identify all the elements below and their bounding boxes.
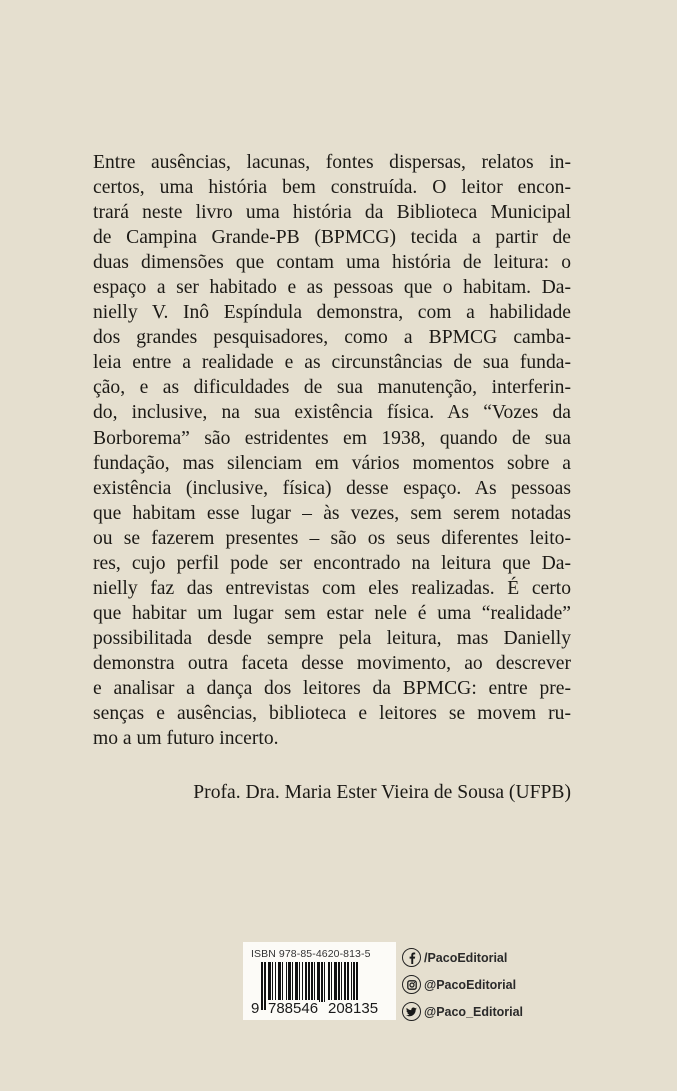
blurb-line: espaço a ser habitado e as pessoas que o habitam. Da- — [93, 277, 571, 299]
instagram-handle: @PacoEditorial — [424, 977, 517, 992]
social-facebook[interactable] — [402, 944, 523, 971]
blurb-line: duas dimensões que contam uma história de leitura: o — [93, 252, 571, 274]
blurb-line: res, cujo perfil pode ser encontrado na leitura que Da- — [93, 552, 571, 574]
blurb-line: dos grandes pesquisadores, como a BPMCG camba- — [93, 327, 571, 349]
blurb-line: ou se fazerem presentes – são os seus diferentes leito- — [93, 527, 571, 549]
isbn-label: ISBN 978-85-4620-813-5 — [251, 948, 371, 960]
barcode-group-1: 788546 — [268, 1000, 319, 1017]
blurb-line: que habitam esse lugar – às vezes, sem serem notadas — [93, 502, 571, 524]
blurb-line: certos, uma história bem construída. O leitor encon- — [93, 177, 571, 199]
blurb-line: fundação, mas silenciam em vários momentos sobre a — [93, 452, 571, 474]
blurb-line: do, inclusive, na sua existência física. As “Vozes da — [93, 402, 571, 424]
social-links — [402, 944, 523, 1025]
blurb-line: leia entre a realidade e as circunstâncias de sua funda- — [93, 352, 571, 374]
blurb-line: nielly V. Inô Espíndula demonstra, com a habilidade — [93, 302, 571, 324]
blurb-line: e analisar a dança dos leitores da BPMCG: entre pre- — [93, 677, 571, 699]
blurb-line: Borborema” são estridentes em 1938, quando de sua — [93, 427, 571, 449]
social-twitter[interactable] — [402, 998, 523, 1025]
barcode-lead-digit: 9 — [251, 1000, 260, 1017]
blurb-line: nielly faz das entrevistas com eles realizadas. É certo — [93, 577, 571, 599]
blurb-line: ção, e as dificuldades de sua manutenção, interferin- — [93, 377, 571, 399]
barcode-group-2: 208135 — [328, 1000, 379, 1017]
blurb-line: possibilitada desde sempre pela leitura, mas Danielly — [93, 627, 571, 649]
blurb-line: existência (inclusive, física) desse espaço. As pessoas — [93, 477, 571, 499]
blurb-line: que habitar um lugar sem estar nele é uma “realidade” — [93, 602, 571, 624]
blurb-line: senças e ausências, biblioteca e leitores se movem ru- — [93, 703, 571, 725]
instagram-icon — [402, 975, 421, 994]
back-cover-blurb — [93, 150, 571, 751]
facebook-icon — [402, 948, 421, 967]
twitter-handle: @Paco_Editorial — [424, 1004, 524, 1019]
blurb-line: mo a um futuro incerto. — [93, 728, 279, 750]
barcode-bars — [261, 962, 383, 1004]
isbn-barcode — [243, 942, 396, 1020]
blurb-line: demonstra outra faceta desse movimento, ao descrever — [93, 652, 571, 674]
twitter-icon — [402, 1002, 421, 1021]
facebook-handle: /PacoEditorial — [424, 950, 508, 965]
blurb-line: trará neste livro uma história da Biblioteca Municipal — [93, 202, 571, 224]
blurb-line: de Campina Grande-PB (BPMCG) tecida a partir de — [93, 227, 571, 249]
social-instagram[interactable] — [402, 971, 523, 998]
blurb-line: Entre ausências, lacunas, fontes dispersas, relatos in- — [93, 152, 571, 173]
blurb-signature: Profa. Dra. Maria Ester Vieira de Sousa (UFPB) — [193, 782, 571, 803]
